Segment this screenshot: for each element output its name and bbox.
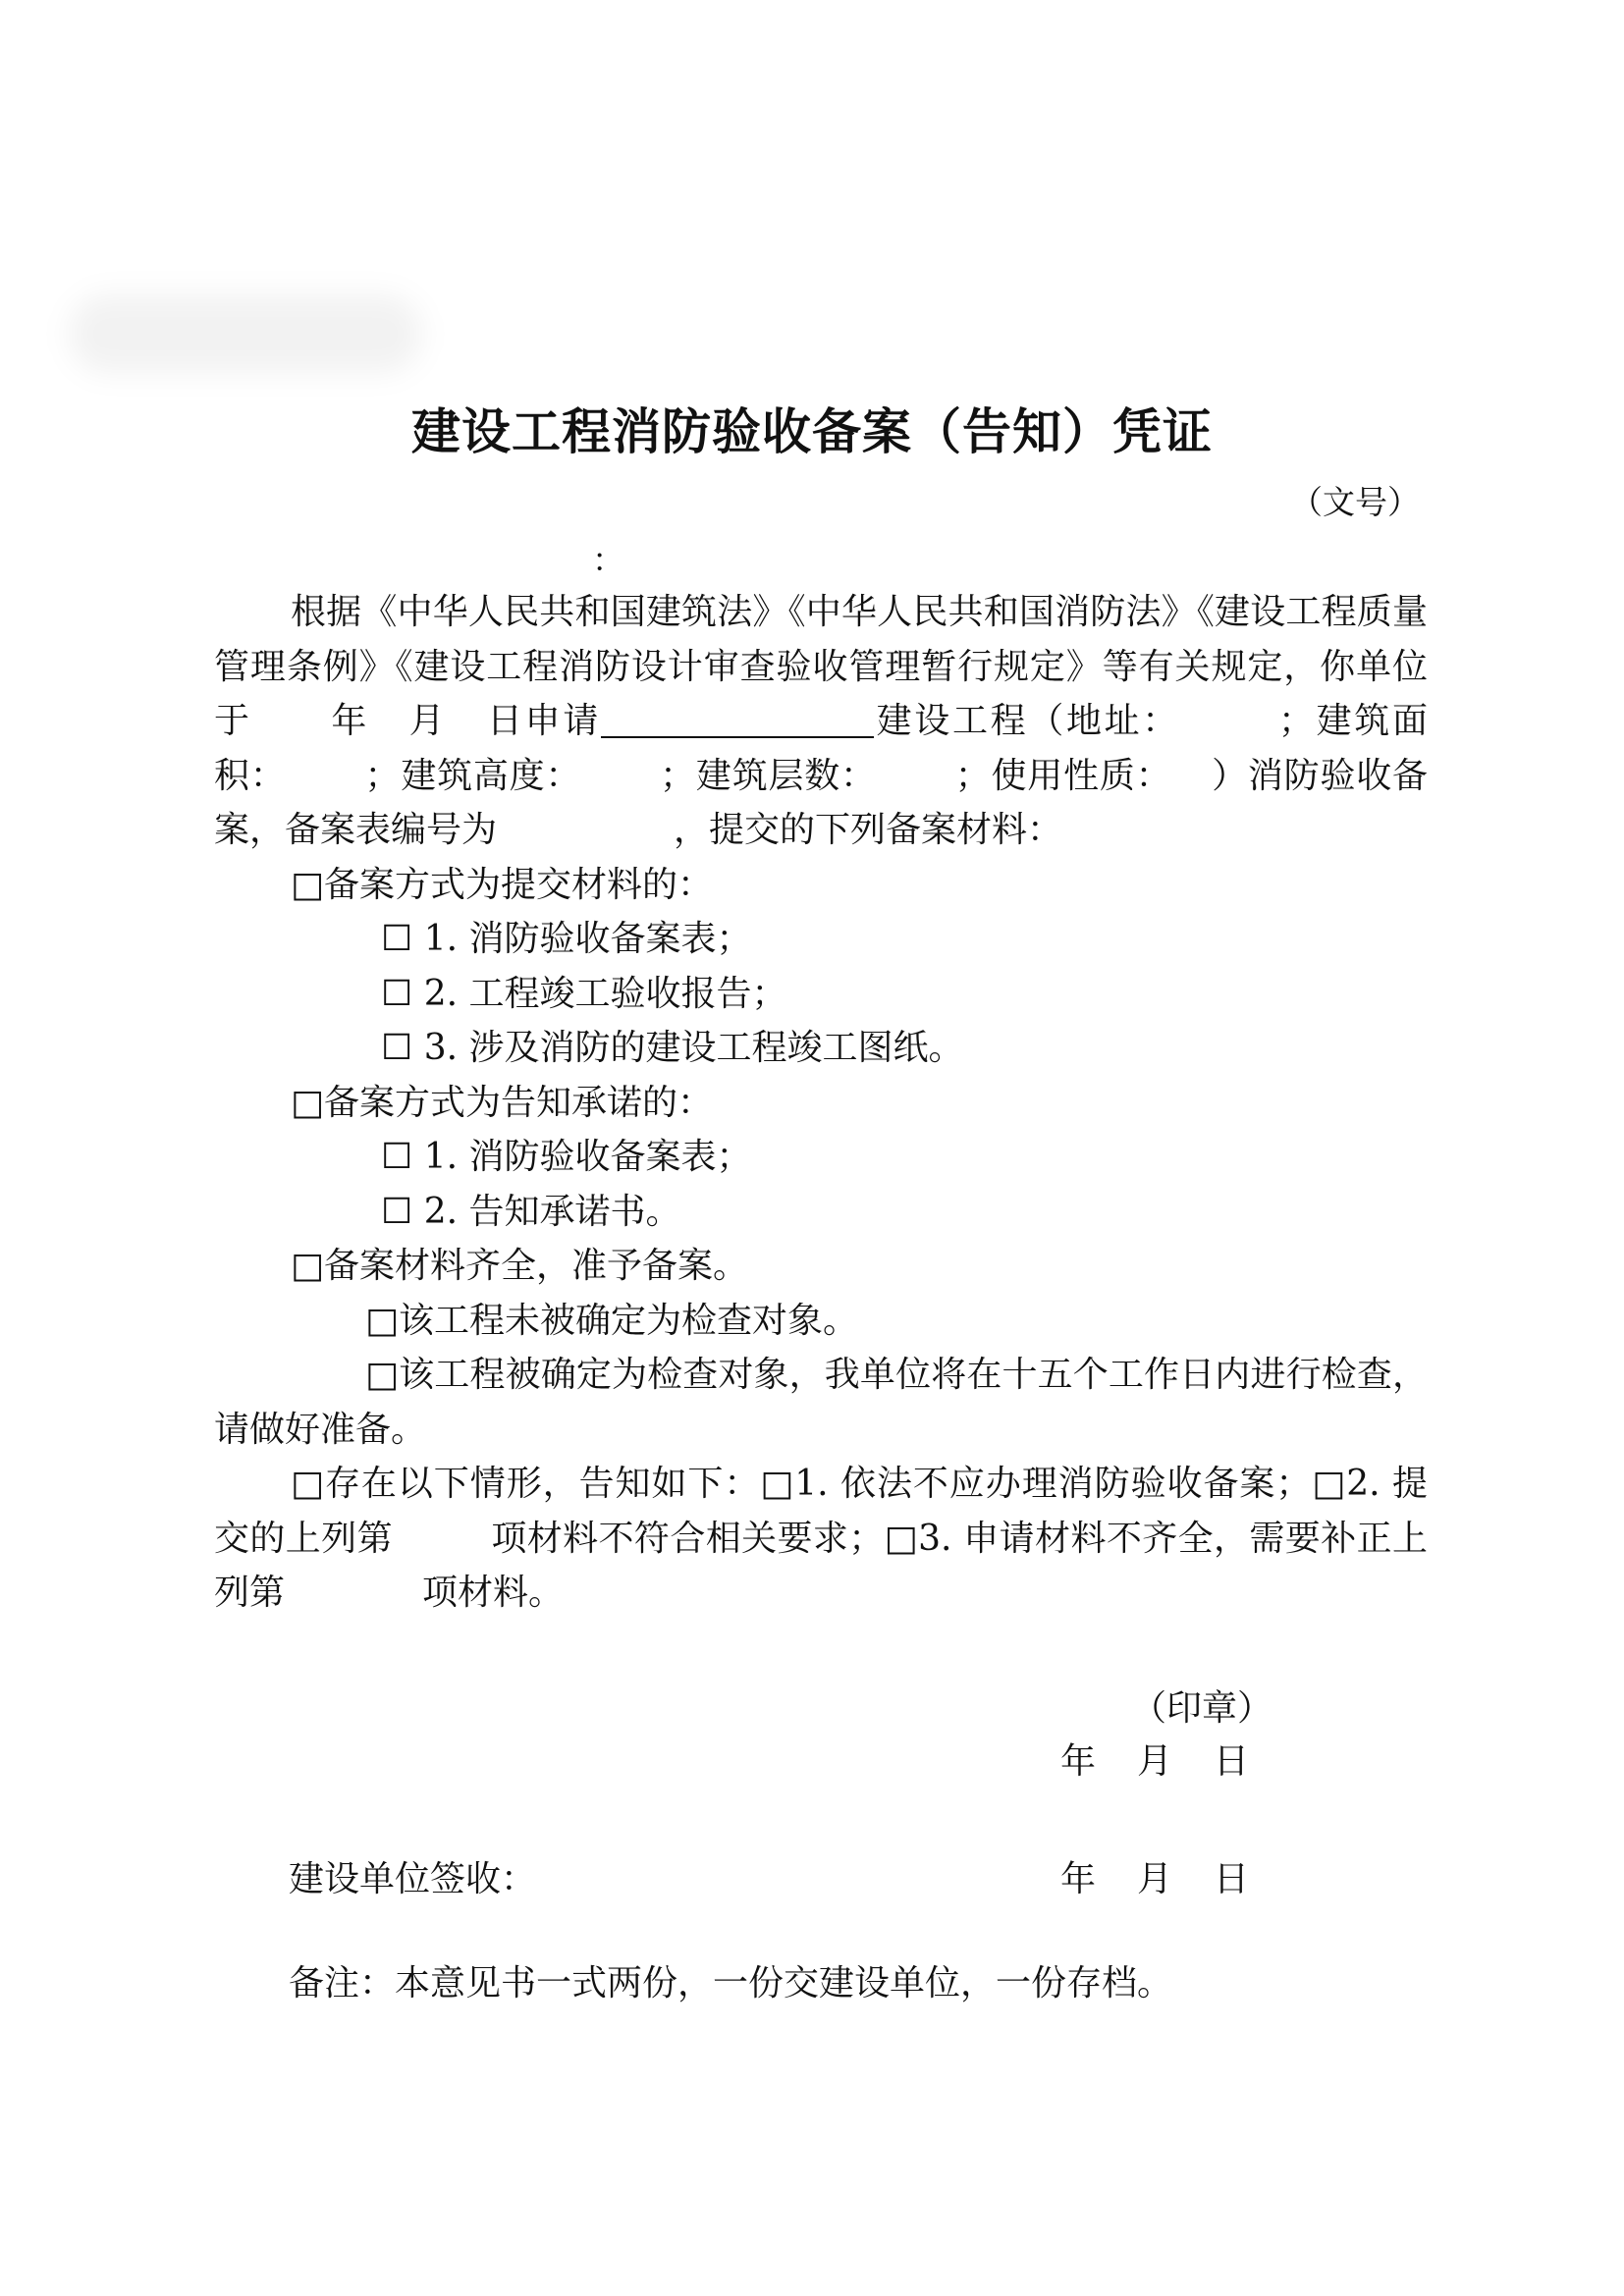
apply-year-label: 年	[328, 701, 369, 741]
issues-paragraph	[214, 1457, 1428, 1621]
issues-lead: □存在以下情形，告知如下：□1. 依法不应办理消防验收备案；□2. 提交的上列第	[214, 1464, 1428, 1559]
sign-day: 日	[1214, 1859, 1250, 1899]
remarks: 备注：本意见书一式两份，一份交建设单位，一份存档。	[289, 1963, 1173, 2003]
main-paragraph	[214, 585, 1428, 858]
issue-year: 年	[1060, 1741, 1097, 1782]
recipient-colon: ：	[592, 541, 624, 579]
apply-day-label: 日申请	[484, 701, 601, 741]
height-label: ；建筑高度：	[364, 755, 582, 796]
apply-month-label: 月	[406, 701, 448, 741]
sign-year: 年	[1060, 1859, 1097, 1899]
stamp-label: （印章）	[1131, 1688, 1273, 1729]
sign-month: 月	[1137, 1859, 1173, 1899]
option-not-inspected: □该工程未被确定为检查对象。	[365, 1300, 859, 1341]
floors-label: ；建筑层数：	[660, 755, 877, 796]
paragraph-tail: ，提交的下列备案材料：	[674, 810, 1063, 850]
sign-receipt-label: 建设单位签收：	[289, 1859, 537, 1899]
area-label: ；建筑面积：	[214, 701, 1428, 796]
issue-day: 日	[1214, 1741, 1250, 1782]
option-inspected: □该工程被确定为检查对象，我单位将在十五个工作日内进行检查，请做好准备。	[214, 1355, 1428, 1450]
issues-mid: 项材料不符合相关要求；□3. 申请材料不齐全，需要补正上列第	[214, 1518, 1428, 1613]
document-number: （文号）	[1290, 483, 1420, 521]
issues-end: 项材料。	[422, 1573, 565, 1613]
document-title: 建设工程消防验收备案（告知）凭证	[411, 403, 1213, 460]
submit-item-2: ☐ 2. 工程竣工验收报告；	[381, 973, 787, 1014]
option-notify-commit: □备案方式为告知承诺的：	[291, 1082, 714, 1123]
submit-item-3: ☐ 3. 涉及消防的建设工程竣工图纸。	[381, 1028, 964, 1068]
option-materials-complete: □备案材料齐全，准予备案。	[291, 1246, 749, 1286]
record-number-label: ）消防验收备案，备案表编号为	[214, 755, 1428, 850]
issue-date	[1060, 1734, 1249, 1784]
sign-date	[1060, 1851, 1249, 1901]
notify-item-1: ☐ 1. 消防验收备案表；	[381, 1137, 752, 1177]
address-label: 建设工程（地址：	[873, 701, 1180, 741]
blurred-mark	[69, 294, 422, 373]
option-submit-materials: □备案方式为提交材料的：	[291, 864, 714, 905]
project-name-blank	[601, 697, 874, 738]
issue-month: 月	[1137, 1741, 1173, 1782]
usage-label: ；使用性质：	[954, 755, 1172, 796]
paragraph-lead: 根据《中华人民共和国建筑法》《中华人民共和国消防法》《建设工程质量管理条例》《建设工程消防设计审查验收管理暂行规定》等有关规定，你单位于	[214, 592, 1428, 741]
submit-item-1: ☐ 1. 消防验收备案表；	[381, 919, 752, 959]
document-body	[214, 585, 1428, 1621]
notify-item-2: ☐ 2. 告知承诺书。	[381, 1191, 681, 1232]
